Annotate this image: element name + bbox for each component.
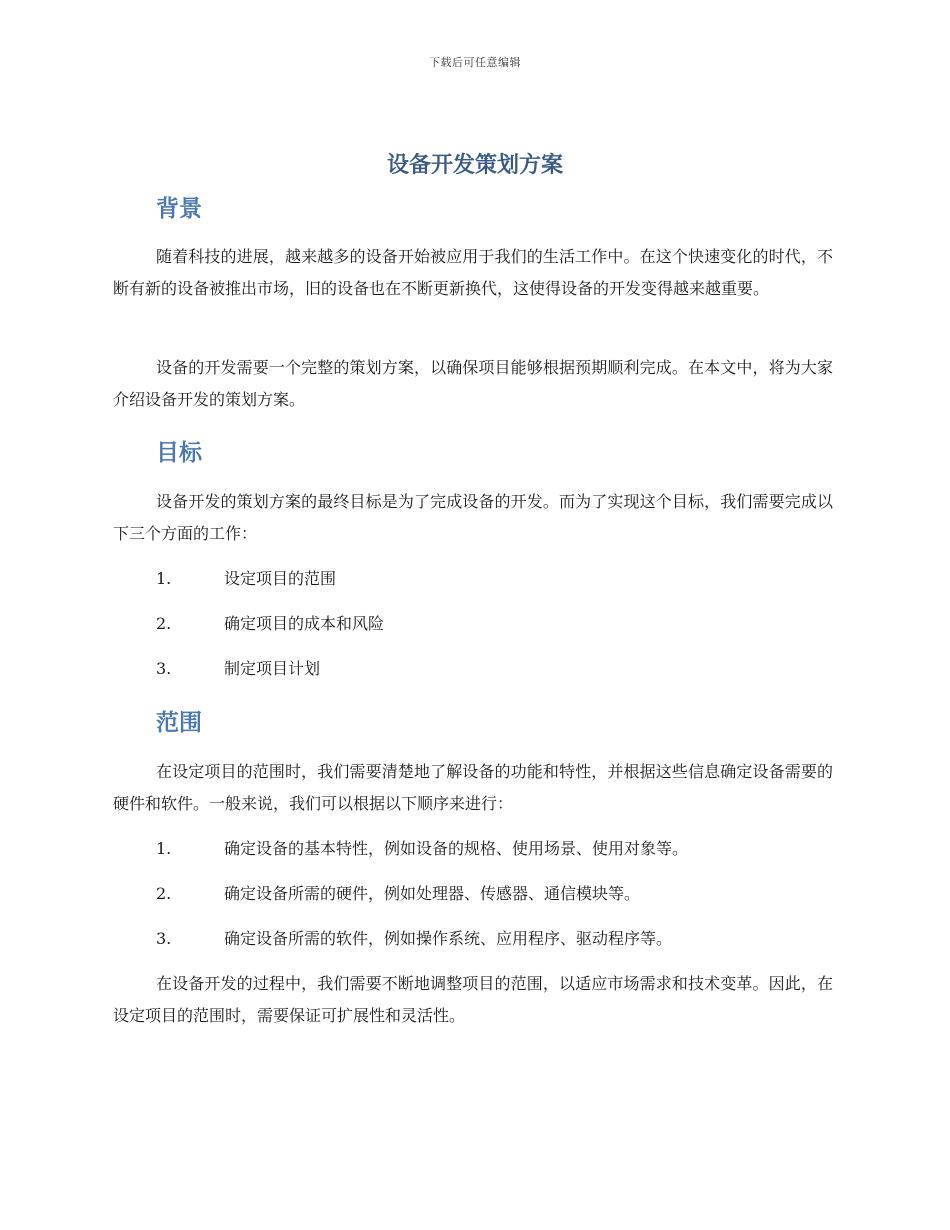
scope-list-item — [156, 927, 836, 951]
goal-paragraph: 设备开发的策划方案的最终目标是为了完成设备的开发。而为了实现这个目标，我们需要完成以下三个方面的工作： — [113, 492, 833, 543]
scope-list-item — [156, 837, 836, 861]
list-number: 2. — [156, 614, 172, 633]
background-paragraph-1: 随着科技的进展，越来越多的设备开始被应用于我们的生活工作中。在这个快速变化的时代，不断有新的设备被推出市场，旧的设备也在不断更新换代，这使得设备的开发变得越来越重要。 — [113, 247, 833, 298]
header-note: 下载后可任意编辑 — [429, 56, 521, 69]
background-paragraph-2: 设备的开发需要一个完整的策划方案，以确保项目能够根据预期顺利完成。在本文中，将为大家介绍设备开发的策划方案。 — [113, 358, 833, 409]
document-title: 设备开发策划方案 — [386, 153, 563, 178]
goal-list-item — [156, 612, 836, 636]
list-text: 确定设备所需的硬件，例如处理器、传感器、通信模块等。 — [224, 884, 641, 903]
list-text: 制定项目计划 — [224, 659, 321, 678]
goal-list-item — [156, 567, 836, 591]
section-heading-goal: 目标 — [156, 440, 202, 466]
list-number: 1. — [156, 569, 172, 588]
list-text: 确定项目的成本和风险 — [224, 614, 385, 633]
list-number: 3. — [156, 659, 172, 678]
list-text: 确定设备的基本特性，例如设备的规格、使用场景、使用对象等。 — [224, 839, 689, 858]
scope-paragraph: 在设定项目的范围时，我们需要清楚地了解设备的功能和特性，并根据这些信息确定设备需要的硬件和软件。一般来说，我们可以根据以下顺序来进行： — [113, 762, 833, 813]
list-text: 设定项目的范围 — [224, 569, 337, 588]
goal-list-item — [156, 657, 836, 681]
section-heading-background: 背景 — [156, 196, 202, 222]
list-text: 确定设备所需的软件，例如操作系统、应用程序、驱动程序等。 — [224, 929, 673, 948]
scope-list-item — [156, 882, 836, 906]
list-number: 2. — [156, 884, 172, 903]
list-number: 1. — [156, 839, 172, 858]
section-heading-scope: 范围 — [156, 710, 202, 736]
list-number: 3. — [156, 929, 172, 948]
scope-closing-paragraph: 在设备开发的过程中，我们需要不断地调整项目的范围，以适应市场需求和技术变革。因此，在设定项目的范围时，需要保证可扩展性和灵活性。 — [113, 974, 833, 1025]
